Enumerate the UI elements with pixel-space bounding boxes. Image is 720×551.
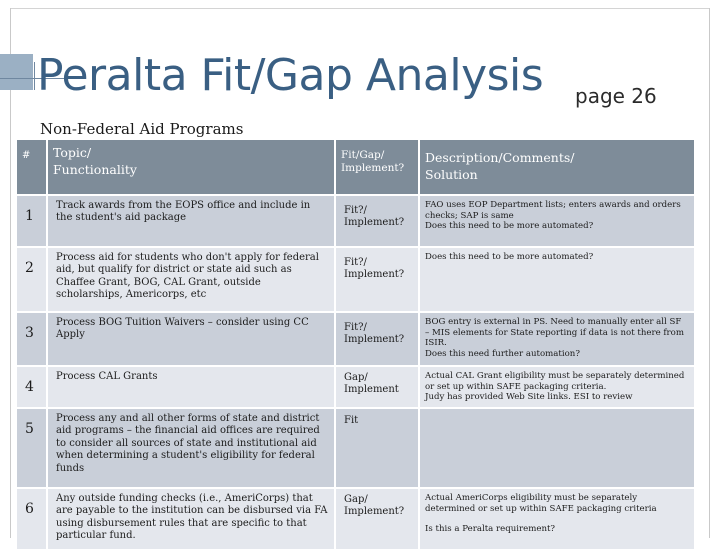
row-fit-gap: Fit — [335, 408, 419, 488]
column-header-fit-gap: Fit/Gap/ Implement? — [335, 140, 419, 195]
table-row — [17, 408, 695, 488]
row-number: 3 — [17, 312, 47, 366]
column-header-topic: Topic/ Functionality — [47, 140, 335, 195]
row-description — [419, 408, 695, 488]
table-row — [17, 247, 695, 312]
row-number: 5 — [17, 408, 47, 488]
row-description: Actual CAL Grant eligibility must be separately determined or set up within SAFE packaging criteria. Judy has provided Web Site links. ESI to review — [419, 366, 695, 408]
row-number: 1 — [17, 195, 47, 247]
table-row — [17, 366, 695, 408]
page-title: Peralta Fit/Gap Analysis — [37, 50, 544, 101]
row-fit-gap: Gap/ Implement — [335, 366, 419, 408]
row-number: 2 — [17, 247, 47, 312]
decorative-line-vertical — [34, 62, 35, 90]
column-header-number: # — [17, 140, 47, 195]
row-number: 4 — [17, 366, 47, 408]
column-header-description: Description/Comments/ Solution — [419, 140, 695, 195]
table-header-row — [17, 140, 695, 195]
row-description: Does this need to be more automated? — [419, 247, 695, 312]
row-topic: Process BOG Tuition Waivers – consider using CC Apply — [47, 312, 335, 366]
page-number: page 26 — [575, 84, 657, 108]
row-fit-gap: Gap/ Implement? — [335, 488, 419, 550]
row-topic: Process aid for students who don't apply for federal aid, but qualify for district or state aid such as Chaffee Grant, BOG, CAL Grant, outside scholarships, Americorps, etc — [47, 247, 335, 312]
table-row — [17, 312, 695, 366]
row-description: FAO uses EOP Department lists; enters awards and orders checks; SAP is same Does this need to be more automated? — [419, 195, 695, 247]
row-fit-gap: Fit?/ Implement? — [335, 195, 419, 247]
row-topic: Any outside funding checks (i.e., AmeriCorps) that are payable to the institution can be disbursed via FA using disbursement rules that are specific to that particular fund. — [47, 488, 335, 550]
table-row — [17, 195, 695, 247]
row-description: BOG entry is external in PS. Need to manually enter all SF – MIS elements for State reporting if data is not there from ISIR. Does this need further automation? — [419, 312, 695, 366]
row-description: Actual AmeriCorps eligibility must be separately determined or set up within SAFE packaging criteria Is this a Peralta requirement? — [419, 488, 695, 550]
decorative-block — [0, 54, 33, 90]
row-fit-gap: Fit?/ Implement? — [335, 247, 419, 312]
row-topic: Process any and all other forms of state and district aid programs – the financial aid offices are required to consider all sources of state and institutional aid when determining a student's eligibility for federal funds — [47, 408, 335, 488]
section-subtitle: Non-Federal Aid Programs — [40, 120, 244, 138]
table-row — [17, 488, 695, 550]
fit-gap-table — [17, 140, 696, 551]
row-topic: Process CAL Grants — [47, 366, 335, 408]
row-fit-gap: Fit?/ Implement? — [335, 312, 419, 366]
row-number: 6 — [17, 488, 47, 550]
row-topic: Track awards from the EOPS office and include in the student's aid package — [47, 195, 335, 247]
